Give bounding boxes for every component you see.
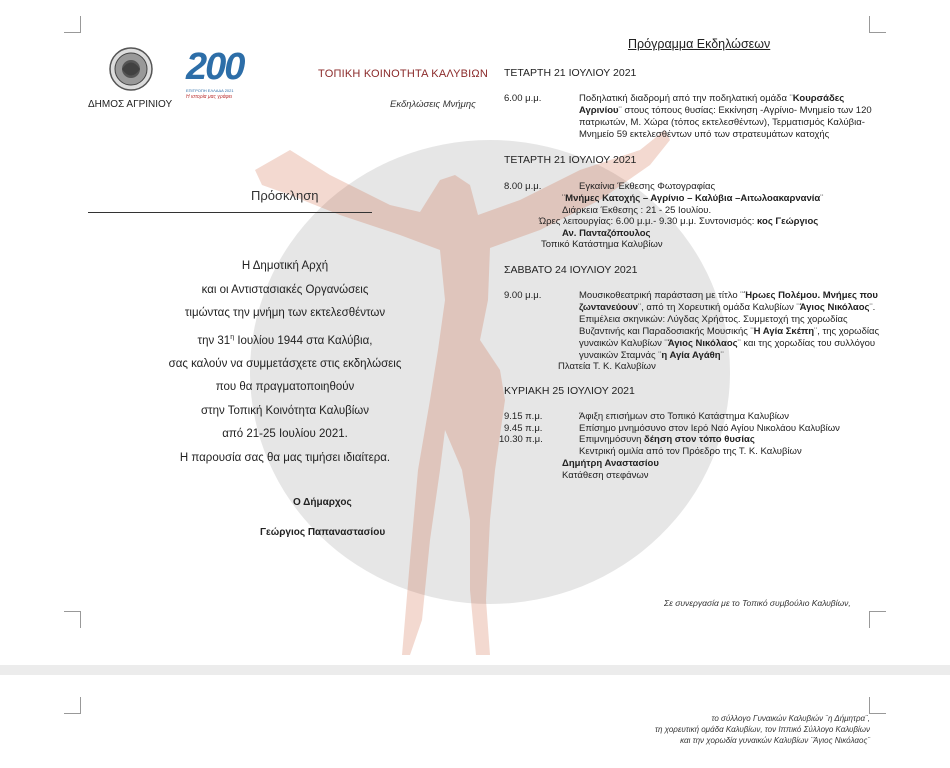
event-time: 9.45 π.μ. — [504, 423, 543, 434]
event-description: Επιμνημόσυνη δέηση στον τόπο θυσίας — [579, 434, 755, 445]
event-description: Διάρκεια Έκθεσης : 21 - 25 Ιουλίου. — [562, 205, 712, 216]
event-description: Επίσημο μνημόσυνο στον Ιερό Ναό Αγίου Νικολάου Καλυβίων — [579, 423, 840, 434]
event-description: Αν. Πανταζόπουλος — [562, 228, 651, 239]
speaker-name: Δημήτρη Αναστασίου — [562, 458, 659, 469]
event-description: Μουσικοθεατρική παράσταση με τίτλο ¨Ήρωες Πολέμου. Μνήμες που ζωντανεύουν¨, από τη Χορευτική ομάδα Καλυβίων ¨Άγιος Νικόλαος¨. Επιμέλεια σκηνικών: Λύγδας Χρήστος. Συμμετοχή της χορωδίας Βυζαντινής και Παραδοσιακής Μουσικής ¨Η Αγία Σκέπη¨, της χορωδίας γυναικών Καλυβίων ¨Άγιος Νικόλαος¨ και της χορωδίας του συλλόγου γυναικών Σταμνάς ¨η Αγία Αγάθη¨ — [579, 290, 880, 361]
footer-line: και την χορωδία γυναικών Καλυβίων ¨Άγιος Νικόλαος¨ — [680, 736, 870, 745]
event-time: 8.00 μ.μ. — [504, 181, 542, 192]
crop-mark-top-right — [869, 16, 886, 33]
event-description: Ποδηλατική διαδρομή από την ποδηλατική ομάδα ¨Κουρσάδες Αγρινίου¨ στους τόπους θυσίας: Εκκίνηση -Αγρίνιο- Μνημείο των 120 πατριωτών, Μ. Χώρα (τόπος εκτελεσθέντων), Τερματισμός Καλύβια- Μνημείο 59 εκτελεσθέντων υπό των στρατευμάτων κατοχής — [579, 93, 872, 140]
crop-mark-top-left — [64, 697, 81, 714]
footer-line: τη χορευτική ομάδα Καλυβίων, τον Ιππικό Σύλλογο Καλυβίων — [654, 725, 870, 734]
crop-mark-top-left — [64, 16, 81, 33]
program-title: Πρόγραμμα Εκδηλώσεων — [628, 37, 771, 51]
invitation-line: σας καλούν να συμμετάσχετε στις εκδηλώσεις — [168, 357, 402, 370]
invitation-line: από 21-25 Ιουλίου 2021. — [222, 428, 348, 441]
event-description: Άφιξη επισήμων στο Τοπικό Κατάστημα Καλυβίων — [579, 411, 789, 422]
invitation-text — [140, 255, 430, 470]
collaboration-note: Σε συνεργασία με το Τοπικό συμβούλιο Καλυβίων, — [664, 598, 851, 608]
mayor-name: Γεώργιος Παπαναστασίου — [260, 527, 386, 538]
municipality-seal-logo — [108, 46, 154, 92]
day-heading: ΤΕΤΑΡΤΗ 21 ΙΟΥΛΙΟΥ 2021 — [504, 154, 637, 166]
event-time: 9.00 μ.μ. — [504, 290, 542, 301]
event-description: ¨Μνήμες Κατοχής – Αγρίνιο – Καλύβια –Αιτωλοακαρνανία¨ — [562, 193, 824, 204]
day-heading: ΚΥΡΙΑΚΗ 25 ΙΟΥΛΙΟΥ 2021 — [504, 385, 635, 397]
day-heading: ΤΕΤΑΡΤΗ 21 ΙΟΥΛΙΟΥ 2021 — [504, 67, 637, 79]
bicentennial-logo — [186, 48, 262, 106]
day-heading: ΣΑΒΒΑΤΟ 24 ΙΟΥΛΙΟΥ 2021 — [504, 264, 638, 276]
footer-line: το σύλλογο Γυναικών Καλυβιών ¨η Δήμητρα¨, — [711, 714, 870, 723]
invitation-line: τιμώντας την μνήμη των εκτελεσθέντων — [184, 307, 386, 319]
event-location: Πλατεία Τ. Κ. Καλυβίων — [558, 361, 656, 372]
bicentennial-number: 200 — [186, 46, 244, 88]
crop-mark-bottom-right — [869, 611, 886, 628]
event-description: Ώρες λειτουργίας: 6.00 μ.μ.- 9.30 μ.μ. Συντονισμός: κος Γεώργιος — [539, 216, 819, 227]
event-time: 9.15 π.μ. — [504, 411, 543, 422]
invitation-divider — [88, 212, 372, 213]
event-description: Εγκαίνια Έκθεσης Φωτογραφίας — [579, 181, 716, 192]
invitation-line: που θα πραγματοποιηθούν — [215, 381, 355, 394]
community-title: ΤΟΠΙΚΗ ΚΟΙΝΟΤΗΤΑ ΚΑΛΥΒΙΩΝ — [318, 68, 488, 80]
invitation-line: την $31^\eta$ Ιουλίου 1944 στα Καλύβια, — [197, 333, 373, 347]
event-description: Κεντρική ομιλία από τον Πρόεδρο της Τ. Κ. Καλυβίων — [579, 446, 802, 457]
crop-mark-top-right — [869, 697, 886, 714]
bicentennial-caption: ΕΠΙΤΡΟΠΗ ΕΛΛΑΔΑ 2021 — [186, 88, 234, 93]
event-time: 10.30 π.μ. — [499, 434, 543, 445]
page-separator — [0, 665, 950, 675]
footer-credits — [600, 713, 870, 746]
invitation-line: και οι Αντιστασιακές Οργανώσεις — [201, 283, 369, 296]
bicentennial-motto: Η ιστορία μας γράφει — [186, 94, 233, 100]
invitation-title: Πρόσκληση — [251, 188, 319, 203]
mayor-label: Ο Δήμαρχος — [293, 497, 352, 508]
municipality-name: ΔΗΜΟΣ ΑΓΡΙΝΙΟΥ — [88, 99, 173, 110]
invitation-line: Η παρουσία σας θα μας τιμήσει ιδιαίτερα. — [179, 451, 391, 464]
event-description: Κατάθεση στεφάνων — [562, 470, 649, 481]
event-time: 6.00 μ.μ. — [504, 93, 542, 104]
event-location: Τοπικό Κατάστημα Καλυβίων — [541, 239, 663, 250]
crop-mark-bottom-left — [64, 611, 81, 628]
invitation-line: στην Τοπική Κοινότητα Καλυβίων — [200, 404, 370, 417]
invitation-line: Η Δημοτική Αρχή — [241, 260, 329, 272]
memorial-events-subtitle: Εκδηλώσεις Μνήμης — [390, 99, 476, 110]
